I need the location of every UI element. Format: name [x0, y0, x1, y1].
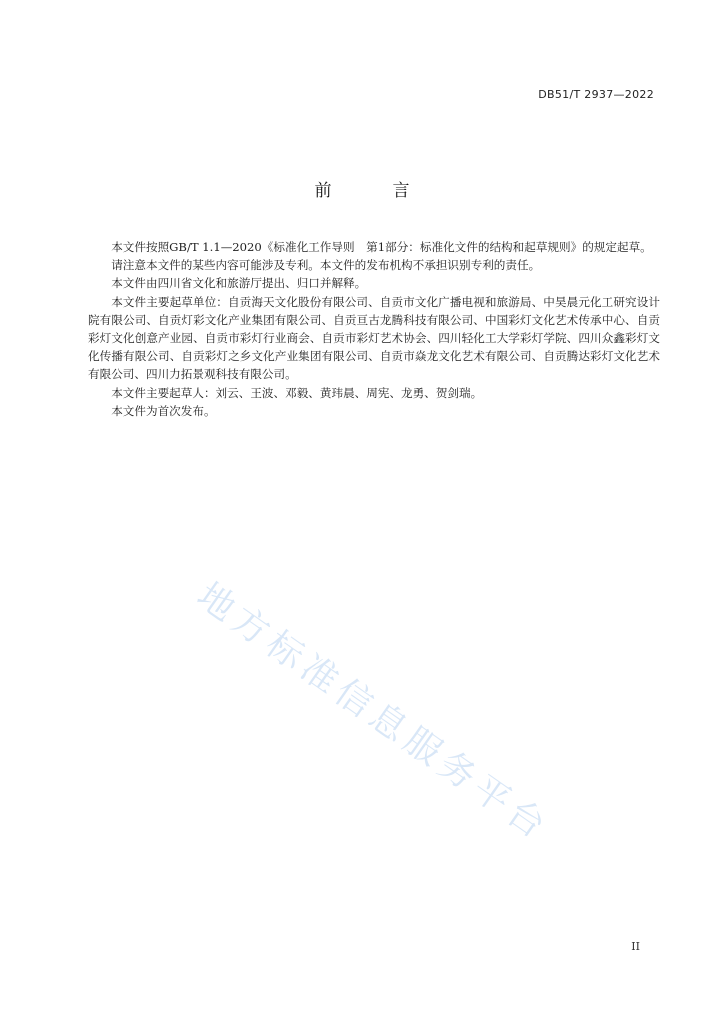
- paragraph-drafters: 本文件主要起草人：刘云、王波、邓毅、黄玮晨、周宪、龙勇、贺剑瑞。: [111, 385, 483, 400]
- paragraph-first-release: 本文件为首次发布。: [111, 403, 216, 418]
- page-number: II: [631, 940, 640, 953]
- paragraph-proposer: 本文件由四川省文化和旅游厅提出、归口并解释。: [111, 276, 367, 291]
- page-title: 前 言: [314, 181, 432, 201]
- foreword-body: [88, 238, 660, 420]
- paragraph-drafting-units: 本文件主要起草单位：自贡海天文化股份有限公司、自贡市文化广播电视和旅游局、中昊晨元化工研究设计院有限公司、自贡灯彩文化产业集团有限公司、自贡亘古龙腾科技有限公司、中国彩灯文化艺术传承中心、自贡彩灯文化创意产业园、自贡市彩灯行业商会、自贡市彩灯艺术协会、四川轻化工大学彩灯学院、四川众鑫彩灯文化传播有限公司、自贡彩灯之乡文化产业集团有限公司、自贡市焱龙文化艺术有限公司、自贡腾达彩灯文化艺术有限公司、四川力拓景观科技有限公司。: [88, 294, 660, 382]
- document-code: DB51/T 2937—2022: [538, 88, 654, 101]
- watermark: 地方标准信息服务平台: [189, 575, 558, 850]
- paragraph-drafting-rules: 本文件按照GB/T 1.1—2020《标准化工作导则 第1部分：标准化文件的结构和起草规则》的规定起草。: [111, 240, 652, 254]
- paragraph-patent-notice: 请注意本文件的某些内容可能涉及专利。本文件的发布机构不承担识别专利的责任。: [111, 258, 541, 273]
